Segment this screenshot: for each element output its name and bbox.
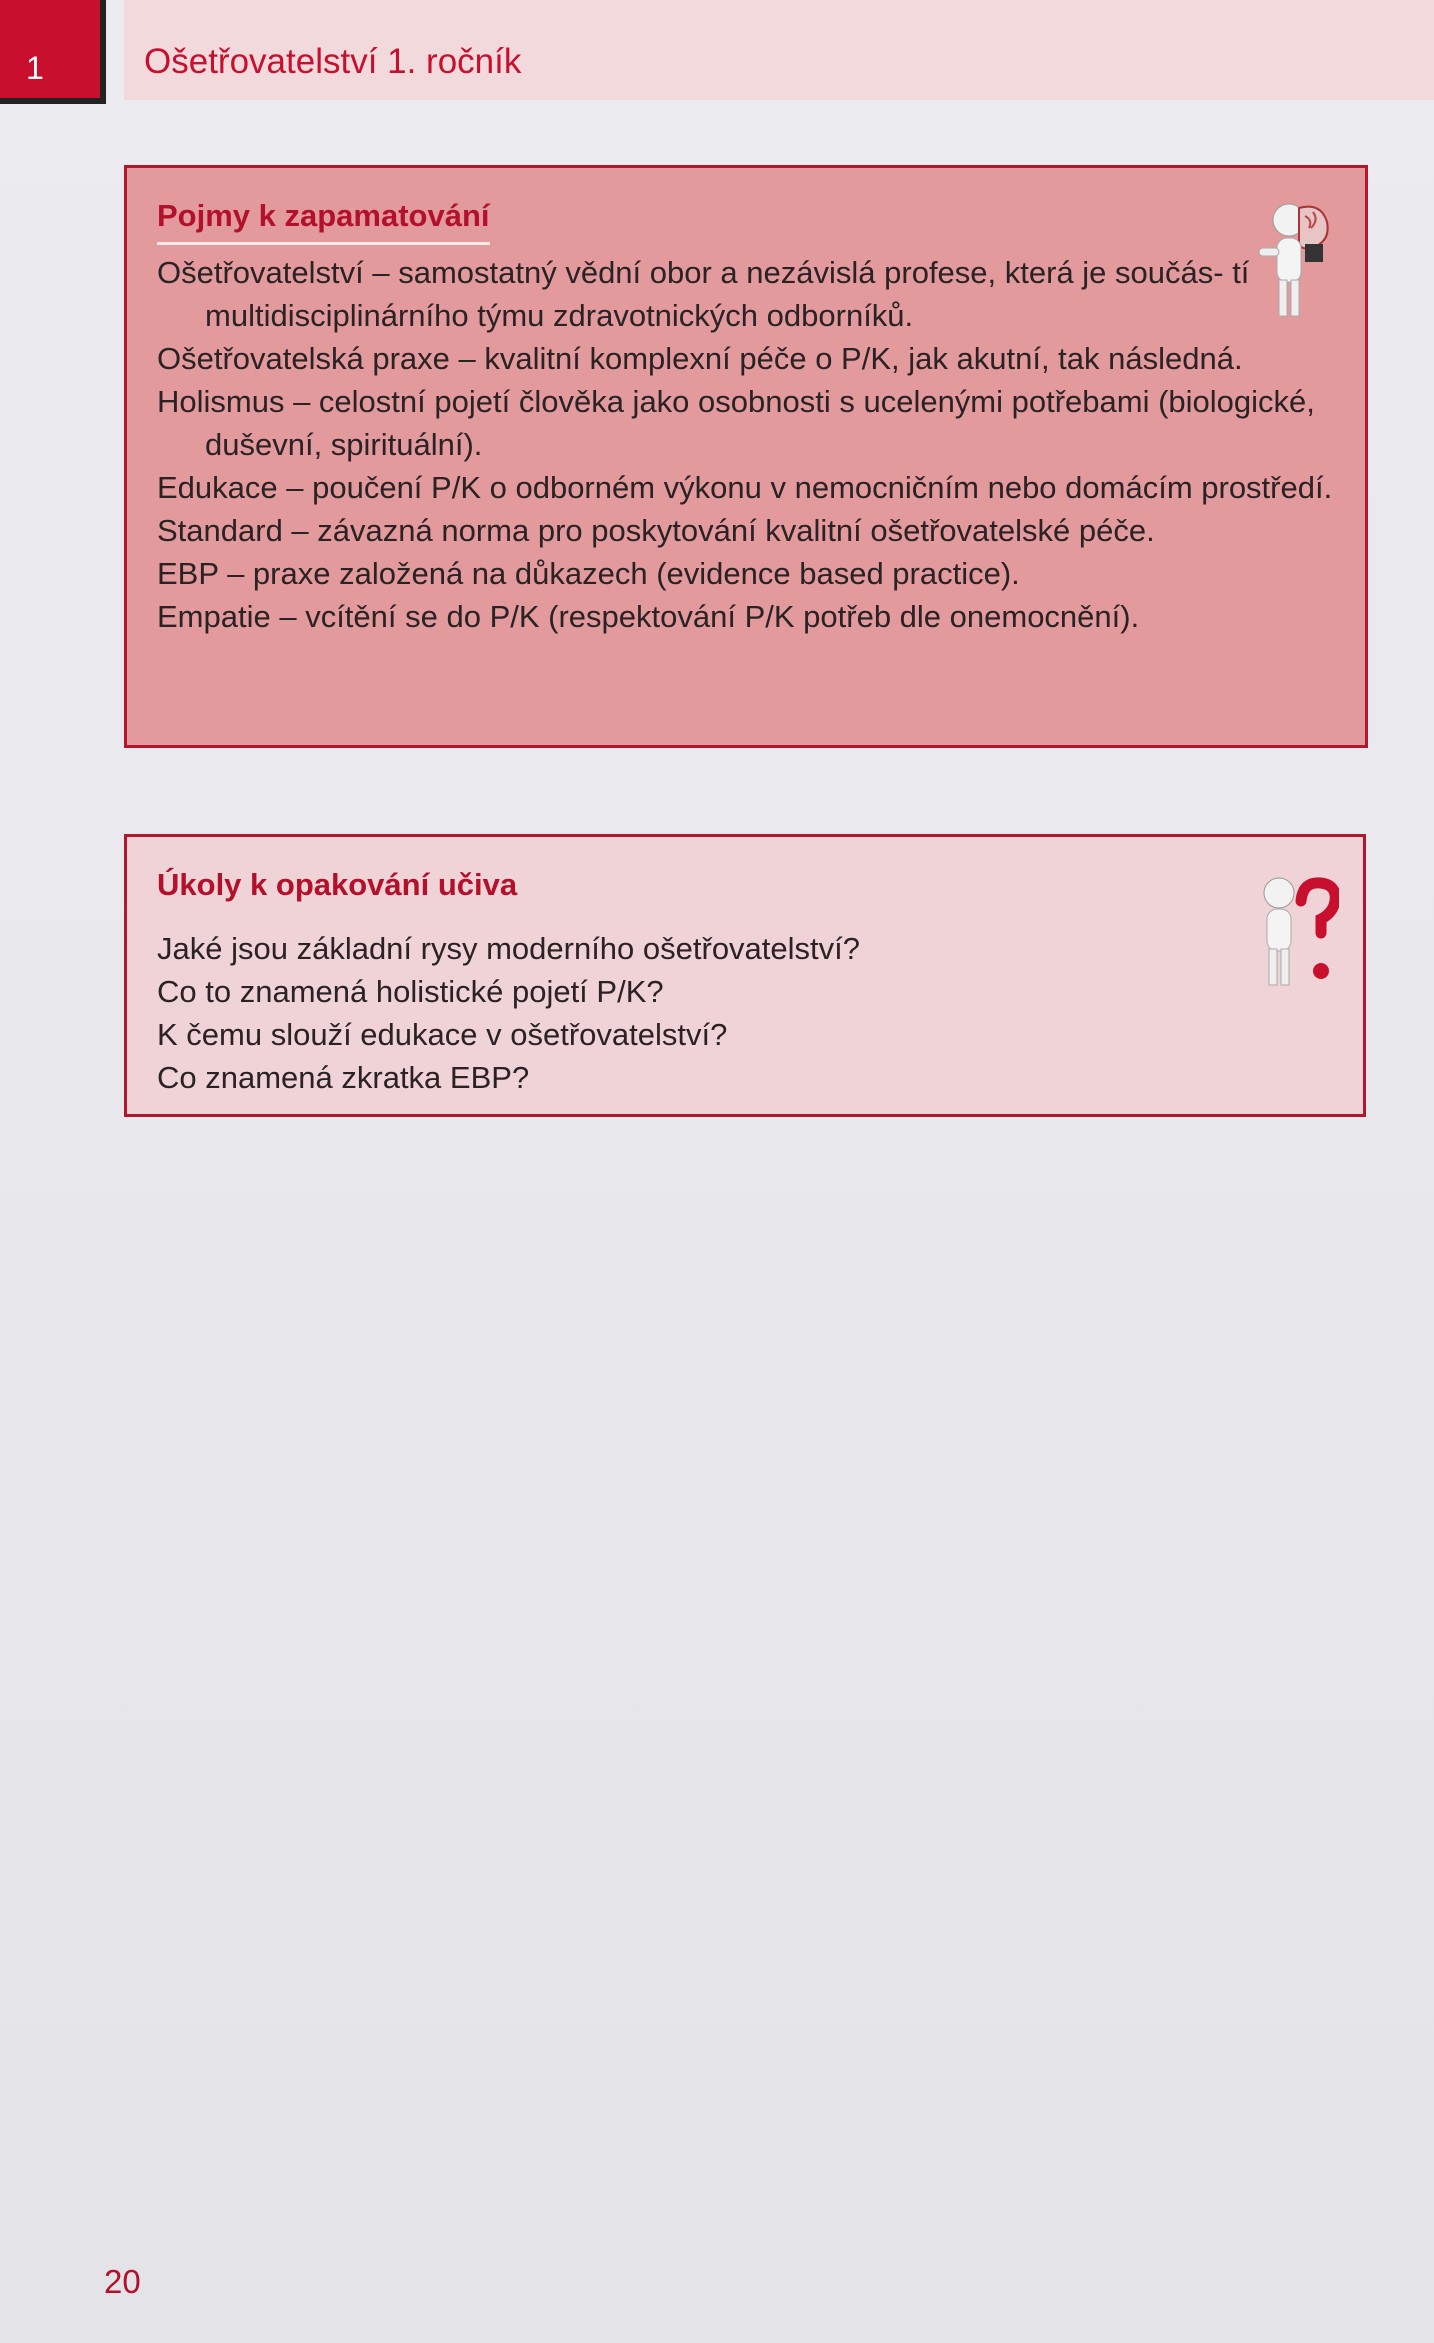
terms-list (157, 251, 1337, 638)
terms-box (124, 165, 1368, 748)
term-item: Edukace – poučení P/K o odborném výkonu v nemocničním nebo domácím prostředí. (157, 470, 1333, 505)
term-item: EBP – praxe založená na důkazech (evidence based practice). (157, 556, 1020, 591)
chapter-tab (0, 0, 106, 104)
task-item: Jaké jsou základní rysy moderního ošetřovatelství? (157, 931, 861, 966)
term-item: Holismus – celostní pojetí člověka jako osobnosti s ucelenými potřebami (biologické, duševní, spirituální). (157, 384, 1315, 462)
question-figure-icon (1253, 873, 1339, 993)
term-item: Empatie – vcítění se do P/K (respektování P/K potřeb dle onemocnění). (157, 599, 1140, 634)
task-item: K čemu slouží edukace v ošetřovatelství? (157, 1017, 728, 1052)
running-header (124, 0, 1434, 100)
term-item: Standard – závazná norma pro poskytování kvalitní ošetřovatelské péče. (157, 513, 1155, 548)
task-item: Co to znamená holistické pojetí P/K? (157, 974, 664, 1009)
tasks-box-title: Úkoly k opakování učiva (157, 867, 518, 902)
tasks-box (124, 834, 1366, 1117)
term-item: Ošetřovatelství – samostatný vědní obor a nezávislá profese, která je součás- tí multidisciplinárního týmu zdravotnických odborníků. (157, 255, 1250, 333)
terms-box-title: Pojmy k zapamatování (157, 198, 490, 245)
page-number: 20 (104, 2263, 141, 2300)
task-item: Co znamená zkratka EBP? (157, 1060, 530, 1095)
running-title: Ošetřovatelství 1. ročník (144, 42, 522, 81)
chapter-number: 1 (26, 50, 44, 86)
term-item: Ošetřovatelská praxe – kvalitní komplexní péče o P/K, jak akutní, tak následná. (157, 341, 1243, 376)
tasks-list (157, 927, 1157, 1099)
